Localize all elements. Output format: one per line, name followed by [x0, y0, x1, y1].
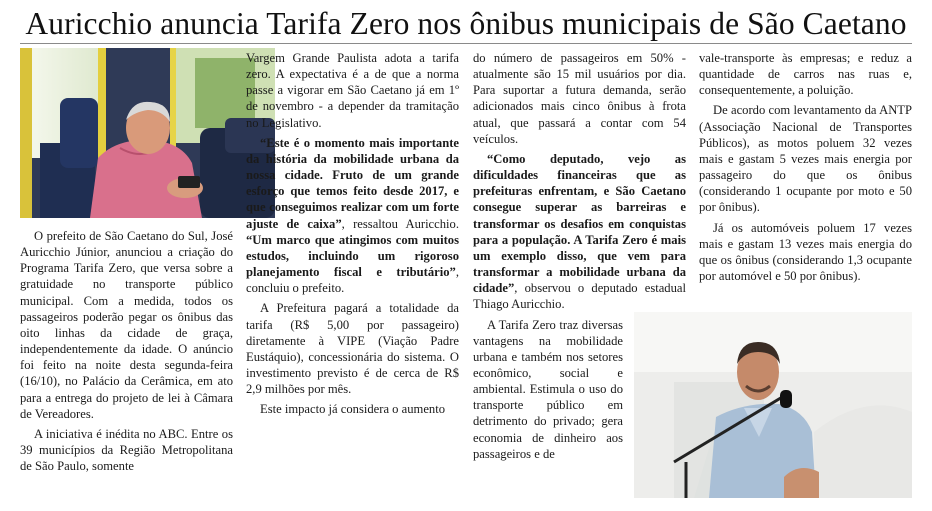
quote-paragraph: [246, 135, 459, 297]
quote-mayor-2: “Um marco que atingimos com muitos estudos, incluindo um rigoroso planejamento fiscal e tributário”: [246, 232, 459, 280]
paragraph: A iniciativa é inédita no ABC. Entre os 39 municípios da Região Metropolitana de São Paulo, somente: [20, 426, 233, 474]
paragraph: A Tarifa Zero traz diversas vantagens na mobilidade urbana e também nos setores econômico, social e ambiental. Estimula o uso do transporte público em detrimento do privado; gera economia de dinheiro aos passageiros e de: [473, 317, 623, 461]
paragraph: Este impacto já considera o aumento: [260, 402, 445, 417]
column-4: [699, 50, 912, 284]
paragraph: do número de passageiros em 50% - atualmente são 15 mil usuários por dia. Para suportar a futura demanda, serão adicionados mais cinco ônibus à frota atual, que passará a contar com 54 veículos.: [473, 51, 686, 146]
column-2: [246, 50, 459, 417]
headline-rule: [20, 43, 912, 44]
headline: Auricchio anuncia Tarifa Zero nos ônibus municipais de São Caetano: [25, 6, 907, 41]
photo-mayor-on-bus: [20, 48, 275, 218]
attribution-text: , ressaltou Auricchio.: [341, 216, 459, 231]
paragraph: O prefeito de São Caetano do Sul, José Auricchio Júnior, anunciou a criação do Programa Tarifa Zero, que versa sobre a gratuidade no transporte público municipal. Com a medida, todos os passageiros poderão pegar os ônibus das oito linhas da cidade de graça, independentemente da idade. O anúncio foi feito na noite desta segunda-feira (16/10), no Palácio da Cerâmica, em ato para a entrega do projeto de lei à Câmara de Vereadores.: [20, 229, 233, 421]
paragraph: vale-transporte às empresas; e reduz a quantidade de carros nas ruas e, consequentemente, a poluição.: [699, 51, 912, 98]
column-3: [473, 50, 686, 462]
paragraph: Já os automóveis poluem 17 vezes mais e gastam 13 vezes mais energia do que os ônibus (considerando 1,3 ocupante por automóvel e 50 por ônibus).: [699, 220, 912, 284]
quote-deputy: “Como deputado, vejo as dificuldades financeiras que as prefeituras enfrentam, e São Caetano consegue superar as barreiras e transformar os desafios em conquistas para a população. A Tarifa Zero é mais um exemplo disso, que vem para transformar a mobilidade urbana da cidade”: [473, 151, 686, 296]
attribution-text: , concluiu o prefeito.: [246, 265, 459, 296]
attribution-text: , observou o deputado estadual Thiago Auricchio.: [473, 281, 686, 312]
quote-paragraph: [473, 151, 686, 313]
paragraph: A Prefeitura pagará a totalidade da tarifa (R$ 5,00 por passageiro) diretamente à VIPE (Viação Padre Eustáquio), concessionária do sistema. O investimento previsto é de cerca de R$ 2,9 milhões por mês.: [246, 301, 459, 397]
paragraph: Vargem Grande Paulista adota a tarifa zero. A expectativa é a de que a norma passe a vigorar em São Caetano já em 1º de novembro - a depender da tramitação no Legislativo.: [246, 51, 459, 130]
column-1: [20, 228, 233, 474]
paragraph: De acordo com levantamento da ANTP (Associação Nacional de Transportes Públicos), as motos poluem 32 vezes mais e gastam 5 vezes mais energia por passageiro do que os ônibus (considerando 1 ocupante por moto e 50 por ônibus).: [699, 103, 912, 215]
quote-mayor-1: “Este é o momento mais importante da história da mobilidade urbana da nossa cidade. Fruto de um grande esforço que temos feito desde 2017, e que conseguimos realizar com um forte ajuste de caixa”: [246, 135, 459, 231]
